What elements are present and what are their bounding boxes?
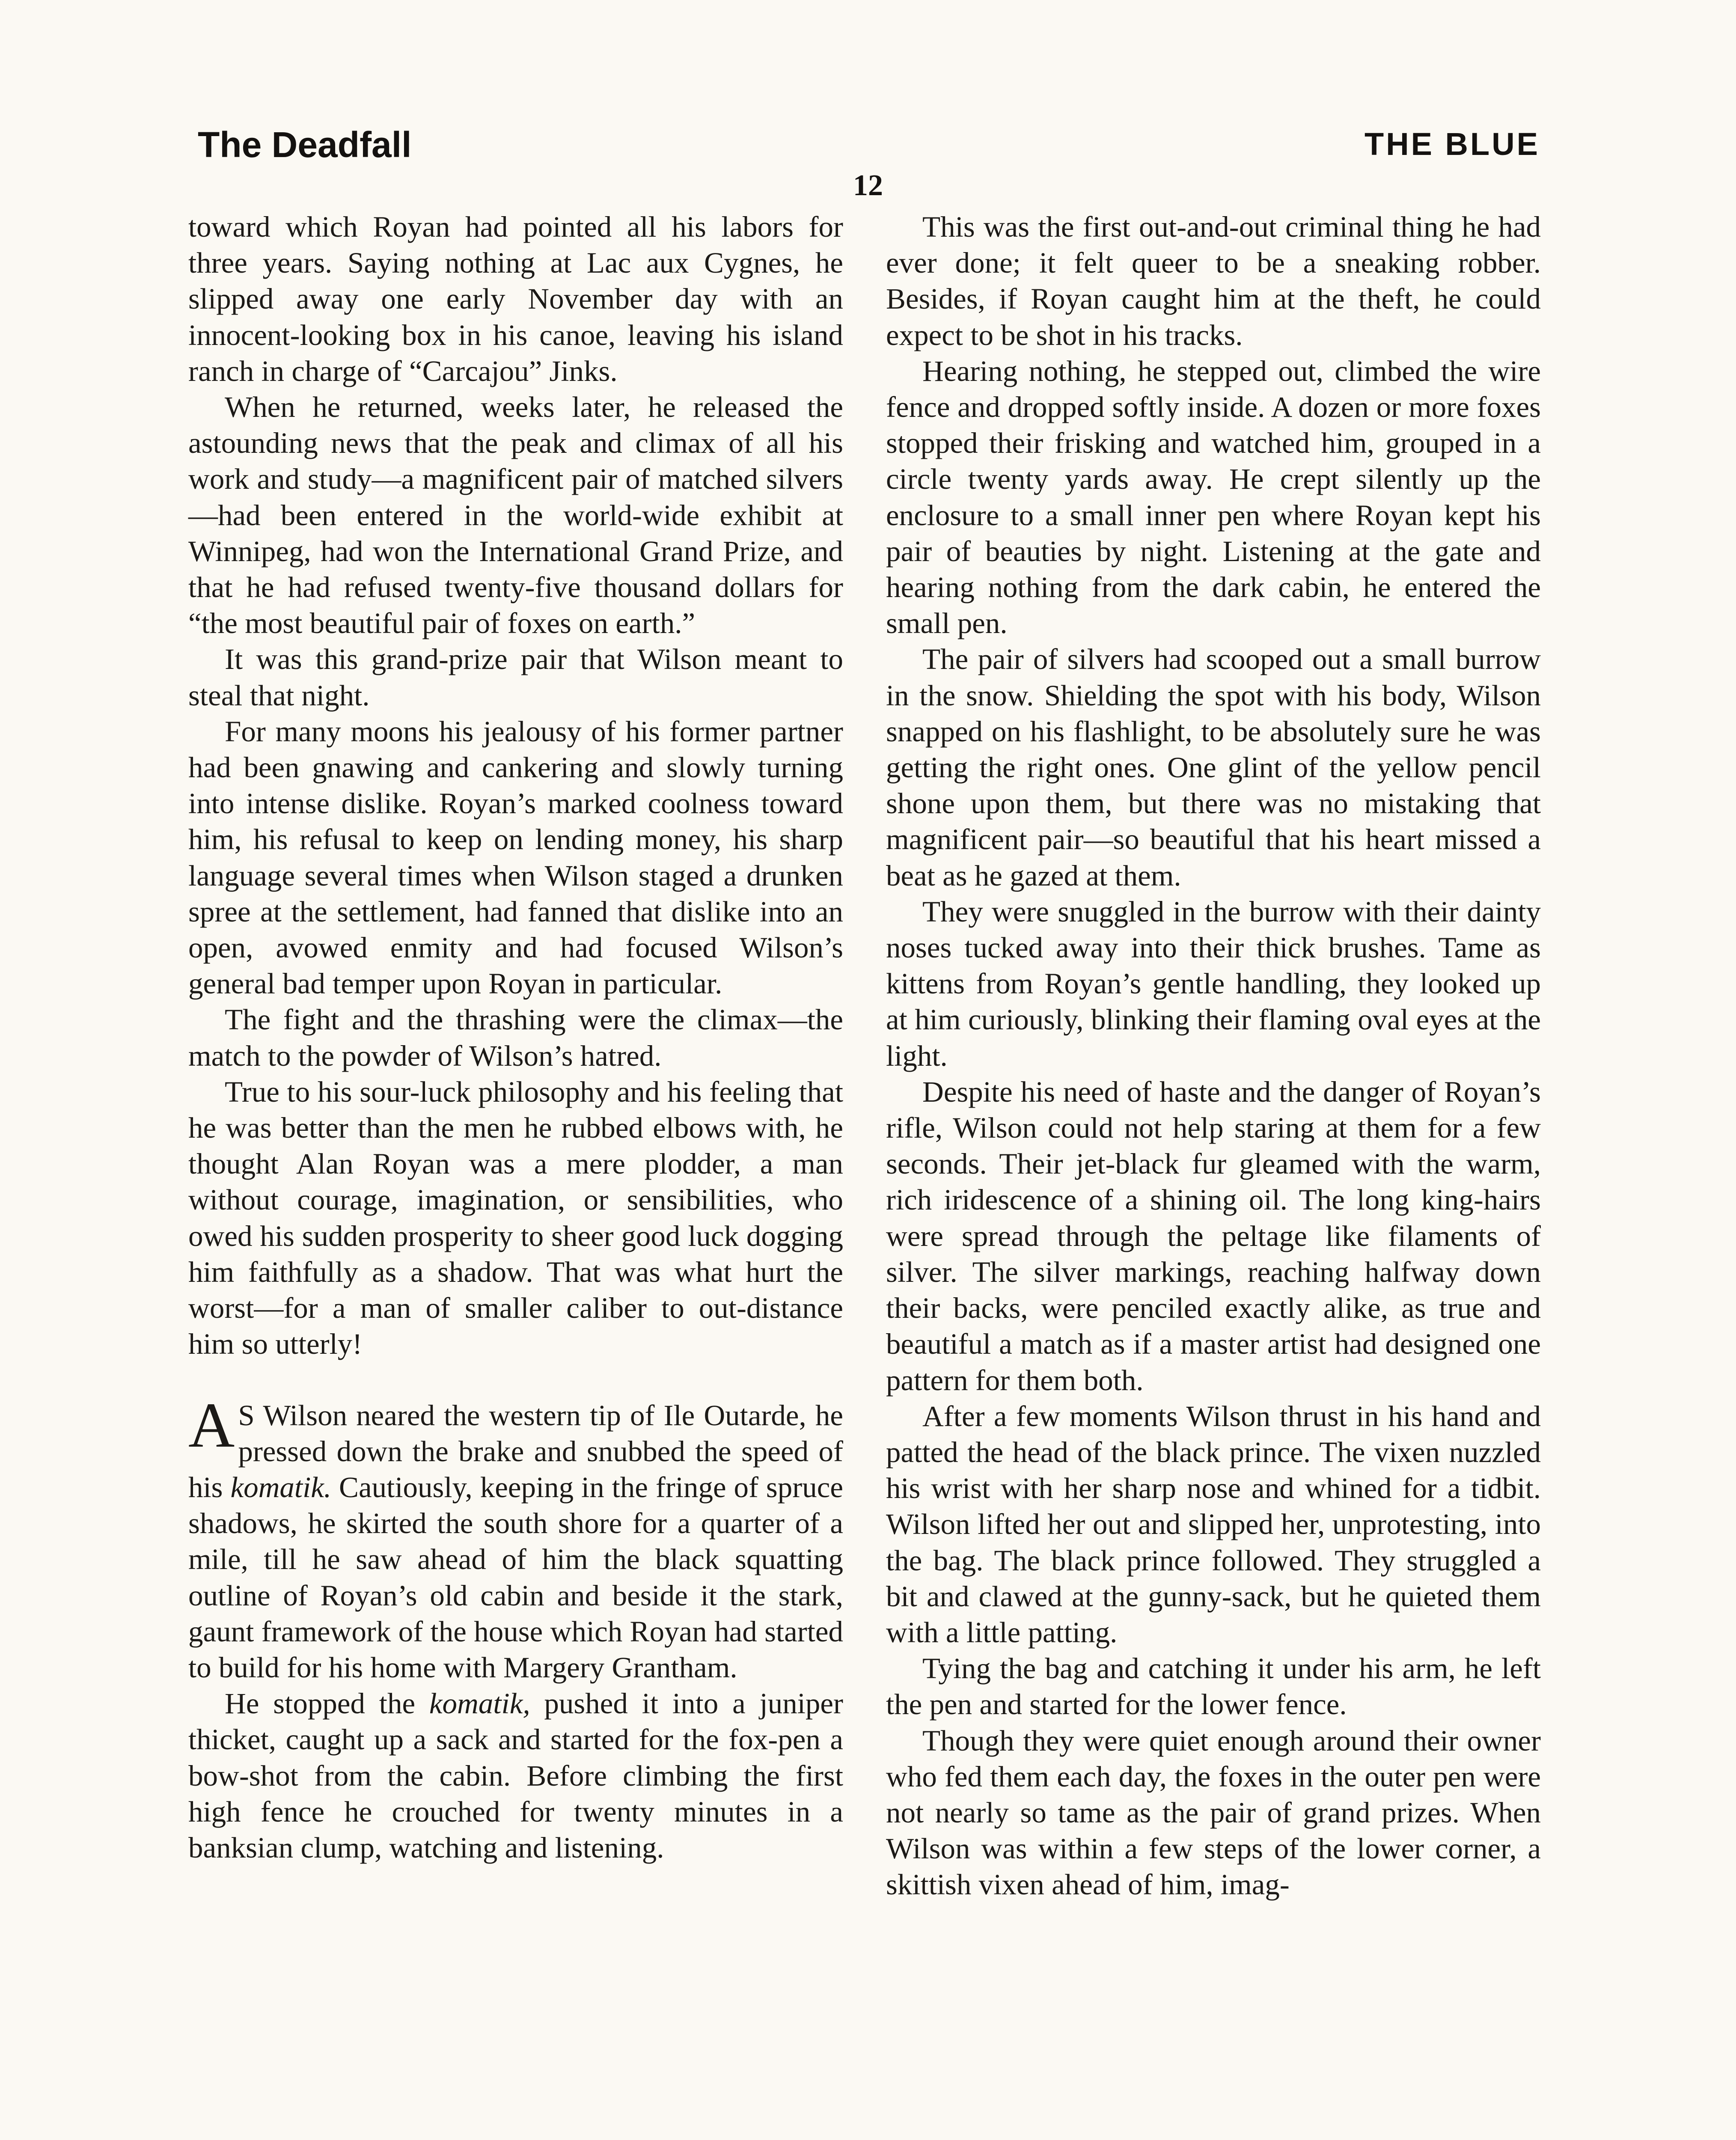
page-number: 12 — [853, 169, 883, 202]
section-opening-paragraph — [188, 1389, 843, 1686]
text-run: Cautiously, keeping in the fringe of spruce shadows, he skirted the south shore for a quarter of a mile, till he saw ahead of him the black squatting outline of Royan’s old cabin and beside it the stark, gaunt framework of the house which Royan had started to build for his home with Margery Grantham. — [188, 1471, 843, 1684]
paragraph: After a few moments Wilson thrust in his hand and patted the head of the black prince. The vixen nuzzled his wrist with her sharp nose and whined for a tidbit. Wilson lifted her out and slipped her, unprotesting, into the bag. The black prince followed. They struggled a bit and clawed at the gunny-sack, but he quieted them with a little patting. — [886, 1400, 1541, 1649]
paragraph: They were snuggled in the burrow with their dainty noses tucked away into their thick brushes. Tame as kittens from Royan’s gentle handling, they looked up at him curiously, blinking their flaming oval eyes at the light. — [886, 895, 1541, 1072]
paragraph: Tying the bag and catching it under his arm, he left the pen and started for the lower fence. — [886, 1652, 1541, 1721]
text-run: He stopped the — [225, 1687, 429, 1720]
italic-word: komatik, — [429, 1687, 530, 1720]
paragraph: toward which Royan had pointed all his labors for three years. Saying nothing at Lac aux Cygnes, he slipped away one early November day with an innocent-looking box in his canoe, leaving his island ranch in charge of “Carcajou” Jinks. — [188, 211, 843, 387]
paragraph: For many moons his jealousy of his former partner had been gnawing and cankering and slowly turning into intense dislike. Royan’s marked coolness toward him, his refusal to keep on lending money, his sharp language several times when Wilson staged a drunken spree at the settlement, had fanned that dislike into an open, avowed enmity and had focused Wilson’s general bad temper upon Royan in particular. — [188, 715, 843, 1000]
paragraph — [188, 1685, 843, 1866]
magazine-title: THE BLUE — [1364, 126, 1540, 162]
paragraph: The fight and the thrashing were the climax—the match to the powder of Wilson’s hatred. — [188, 1003, 843, 1072]
paragraph: Despite his need of haste and the danger of Royan’s rifle, Wilson could not help staring at them for a few seconds. Their jet-black fur gleamed with the warm, rich iridescence of a shining oil. The long king-hairs were spread through the peltage like filaments of silver. The silver markings, reaching halfway down their backs, were penciled exactly alike, as true and beautiful a match as if a master artist had designed one pattern for them both. — [886, 1075, 1541, 1397]
right-text-column — [886, 209, 1541, 1903]
paragraph: It was this grand-prize pair that Wilson meant to steal that night. — [188, 643, 843, 712]
drop-cap: A — [188, 1389, 235, 1461]
left-text-column — [188, 209, 843, 1866]
paragraph: True to his sour-luck philosophy and his feeling that he was better than the men he rubbed elbows with, he thought Alan Royan was a mere plodder, a man without courage, imagination, or sensibilities, who owed his sudden prosperity to sheer good luck dogging him faithfully as a shadow. That was what hurt the worst—for a man of smaller caliber to out-distance him so utterly! — [188, 1075, 843, 1361]
paragraph: Though they were quiet enough around their owner who fed them each day, the foxes in the outer pen were not nearly so tame as the pair of grand prizes. When Wilson was within a few steps of the lower corner, a skittish vixen ahead of him, imag- — [886, 1724, 1541, 1901]
running-head-title: The Deadfall — [198, 125, 412, 165]
text-run: S Wilson neared the western tip of Ile Outarde, he pressed down the brake and snubbed the speed of his — [188, 1399, 843, 1504]
paragraph: Hearing nothing, he stepped out, climbed the wire fence and dropped softly inside. A dozen or more foxes stopped their frisking and watched him, grouped in a circle twenty yards away. He crept silently up the enclosure to a small inner pen where Royan kept his pair of beauties by night. Listening at the gate and hearing nothing from the dark cabin, he entered the small pen. — [886, 354, 1541, 640]
paragraph: The pair of silvers had scooped out a small burrow in the snow. Shielding the spot with his body, Wilson snapped on his flashlight, to be absolutely sure he was getting the right ones. One glint of the yellow pencil shone upon them, but there was no mistaking that magnificent pair—so beautiful that his heart missed a beat as he gazed at them. — [886, 643, 1541, 892]
text-run: pushed it into a juniper thicket, caught up a sack and started for the fox-pen a bow-shot from the cabin. Before climbing the first high fence he crouched for twenty minutes in a banksian clump, watching and listening. — [188, 1687, 844, 1864]
paragraph: This was the first out-and-out criminal thing he had ever done; it felt queer to be a sneaking robber. Besides, if Royan caught him at the theft, he could expect to be shot in his tracks. — [886, 211, 1541, 351]
italic-word: komatik. — [230, 1471, 332, 1504]
paragraph: When he returned, weeks later, he released the astounding news that the peak and climax of all his work and study—a magnificent pair of matched silvers—had been entered in the world-wide exhibit at Winnipeg, had won the International Grand Prize, and that he had refused twenty-five thousand dollars for “the most beautiful pair of foxes on earth.” — [188, 391, 843, 640]
